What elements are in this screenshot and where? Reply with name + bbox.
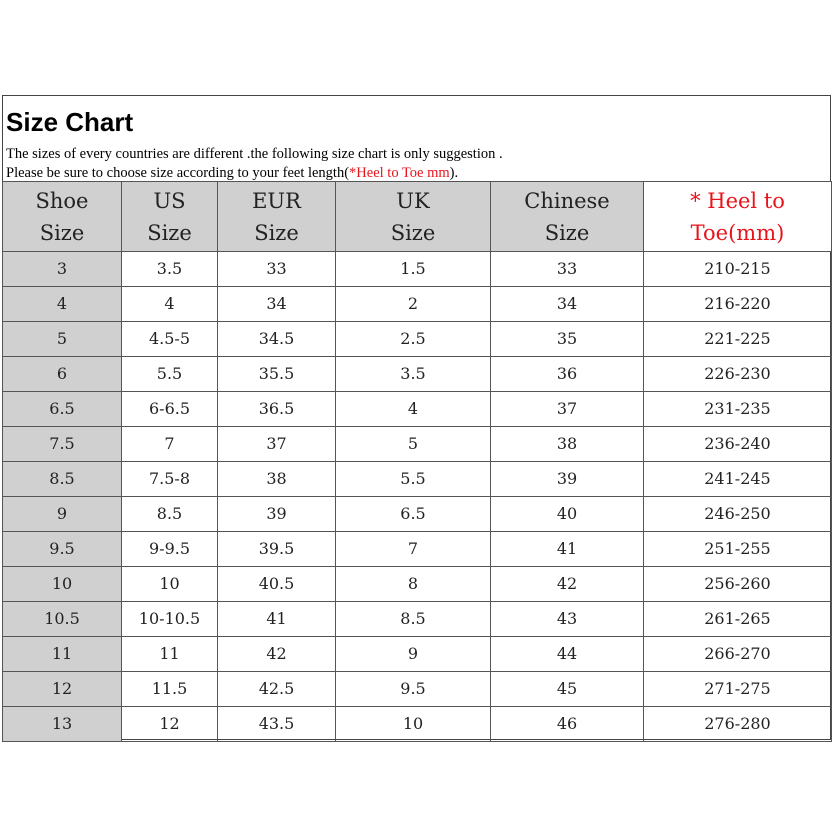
header-line: Chinese <box>524 188 610 213</box>
measurement-note <box>6 164 458 182</box>
cell-eur-size: 34 <box>218 287 336 322</box>
cell-us-size: 11 <box>122 637 218 672</box>
cell-uk-size: 5.5 <box>336 462 491 497</box>
cell-shoe-size: 6.5 <box>3 392 122 427</box>
cell-us-size: 10-10.5 <box>122 602 218 637</box>
cell-chinese-size: 35 <box>491 322 644 357</box>
header-line: Size <box>544 220 590 245</box>
cell-us-size: 6-6.5 <box>122 392 218 427</box>
header-line: Size <box>39 220 85 245</box>
table-row <box>3 322 832 357</box>
cell-eur-size: 42.5 <box>218 672 336 707</box>
cell-chinese-size: 42 <box>491 567 644 602</box>
header-line: US <box>153 188 186 213</box>
table-row <box>3 357 832 392</box>
table-row <box>3 497 832 532</box>
cell-us-size: 8.5 <box>122 497 218 532</box>
cell-heel-to-toe: 241-245 <box>644 462 832 497</box>
cell-shoe-size: 9.5 <box>3 532 122 567</box>
cell-shoe-size: 5 <box>3 322 122 357</box>
cell-eur-size: 34.5 <box>218 322 336 357</box>
cell-eur-size: 39.5 <box>218 532 336 567</box>
cell-shoe-size: 7.5 <box>3 427 122 462</box>
cell-uk-size: 8 <box>336 567 491 602</box>
cell-eur-size: 33 <box>218 252 336 287</box>
cell-shoe-size: 10.5 <box>3 602 122 637</box>
header-line: UK <box>396 188 430 213</box>
cell-heel-to-toe: 266-270 <box>644 637 832 672</box>
table-row <box>3 252 832 287</box>
heel-to-toe-note: *Heel to Toe mm <box>349 165 450 181</box>
cell-chinese-size: 36 <box>491 357 644 392</box>
header-line: Toe(mm) <box>690 220 785 245</box>
size-table-body <box>3 252 832 742</box>
cell-uk-size: 10 <box>336 707 491 742</box>
table-row <box>3 287 832 322</box>
cell-heel-to-toe: 276-280 <box>644 707 832 742</box>
cell-us-size: 4 <box>122 287 218 322</box>
cell-uk-size: 1.5 <box>336 252 491 287</box>
cell-shoe-size: 3 <box>3 252 122 287</box>
header-row <box>3 182 832 252</box>
table-row <box>3 532 832 567</box>
cell-chinese-size: 38 <box>491 427 644 462</box>
table-row <box>3 567 832 602</box>
cell-chinese-size: 37 <box>491 392 644 427</box>
cell-chinese-size: 34 <box>491 287 644 322</box>
header-line: EUR <box>252 188 301 213</box>
header-line: * Heel to <box>690 188 785 213</box>
table-row <box>3 637 832 672</box>
cell-shoe-size: 8.5 <box>3 462 122 497</box>
cell-eur-size: 40.5 <box>218 567 336 602</box>
cell-eur-size: 39 <box>218 497 336 532</box>
cell-eur-size: 37 <box>218 427 336 462</box>
header-line: Size <box>390 220 436 245</box>
column-header-heel-to-toe <box>644 182 832 252</box>
cell-eur-size: 38 <box>218 462 336 497</box>
measurement-note-text: Please be sure to choose size according to your feet length( <box>6 165 350 181</box>
cell-shoe-size: 4 <box>3 287 122 322</box>
cell-heel-to-toe: 216-220 <box>644 287 832 322</box>
cell-chinese-size: 40 <box>491 497 644 532</box>
table-row <box>3 427 832 462</box>
cell-eur-size: 36.5 <box>218 392 336 427</box>
header-line: Size <box>254 220 299 245</box>
cell-us-size: 7 <box>122 427 218 462</box>
cell-uk-size: 4 <box>336 392 491 427</box>
cell-heel-to-toe: 261-265 <box>644 602 832 637</box>
cell-heel-to-toe: 271-275 <box>644 672 832 707</box>
cell-us-size: 5.5 <box>122 357 218 392</box>
size-table <box>2 181 832 742</box>
cell-shoe-size: 6 <box>3 357 122 392</box>
cell-heel-to-toe: 256-260 <box>644 567 832 602</box>
size-note: The sizes of every countries are different .the following size chart is only suggestion . <box>6 146 503 162</box>
column-header-shoe-size <box>3 182 122 252</box>
cell-eur-size: 42 <box>218 637 336 672</box>
cell-uk-size: 2.5 <box>336 322 491 357</box>
cell-us-size: 10 <box>122 567 218 602</box>
table-row <box>3 707 832 742</box>
cell-shoe-size: 9 <box>3 497 122 532</box>
cell-heel-to-toe: 221-225 <box>644 322 832 357</box>
cell-heel-to-toe: 236-240 <box>644 427 832 462</box>
column-header-us-size <box>122 182 218 252</box>
cell-shoe-size: 13 <box>3 707 122 742</box>
cell-uk-size: 2 <box>336 287 491 322</box>
cell-us-size: 4.5-5 <box>122 322 218 357</box>
page-title: Size Chart <box>6 107 134 137</box>
header-line: Size <box>147 220 192 245</box>
cell-chinese-size: 46 <box>491 707 644 742</box>
cell-heel-to-toe: 246-250 <box>644 497 832 532</box>
cell-uk-size: 9.5 <box>336 672 491 707</box>
column-header-chinese-size <box>491 182 644 252</box>
table-row <box>3 672 832 707</box>
cell-heel-to-toe: 251-255 <box>644 532 832 567</box>
cell-shoe-size: 11 <box>3 637 122 672</box>
cell-us-size: 3.5 <box>122 252 218 287</box>
cell-shoe-size: 10 <box>3 567 122 602</box>
cell-uk-size: 3.5 <box>336 357 491 392</box>
column-header-eur-size <box>218 182 336 252</box>
cell-us-size: 7.5-8 <box>122 462 218 497</box>
cell-us-size: 9-9.5 <box>122 532 218 567</box>
cell-shoe-size: 12 <box>3 672 122 707</box>
measurement-note-end: ). <box>449 165 459 181</box>
table-row <box>3 392 832 427</box>
cell-uk-size: 9 <box>336 637 491 672</box>
cell-heel-to-toe: 231-235 <box>644 392 832 427</box>
cell-chinese-size: 44 <box>491 637 644 672</box>
cell-eur-size: 35.5 <box>218 357 336 392</box>
cell-eur-size: 43.5 <box>218 707 336 742</box>
cell-eur-size: 41 <box>218 602 336 637</box>
cell-uk-size: 6.5 <box>336 497 491 532</box>
cell-chinese-size: 39 <box>491 462 644 497</box>
cell-chinese-size: 41 <box>491 532 644 567</box>
table-row <box>3 462 832 497</box>
cell-us-size: 11.5 <box>122 672 218 707</box>
cell-us-size: 12 <box>122 707 218 742</box>
cell-uk-size: 5 <box>336 427 491 462</box>
table-row <box>3 602 832 637</box>
column-header-uk-size <box>336 182 491 252</box>
cell-chinese-size: 33 <box>491 252 644 287</box>
cell-uk-size: 7 <box>336 532 491 567</box>
header-line: Shoe <box>35 188 89 213</box>
cell-chinese-size: 43 <box>491 602 644 637</box>
cell-heel-to-toe: 226-230 <box>644 357 832 392</box>
cell-heel-to-toe: 210-215 <box>644 252 832 287</box>
cell-chinese-size: 45 <box>491 672 644 707</box>
cell-uk-size: 8.5 <box>336 602 491 637</box>
